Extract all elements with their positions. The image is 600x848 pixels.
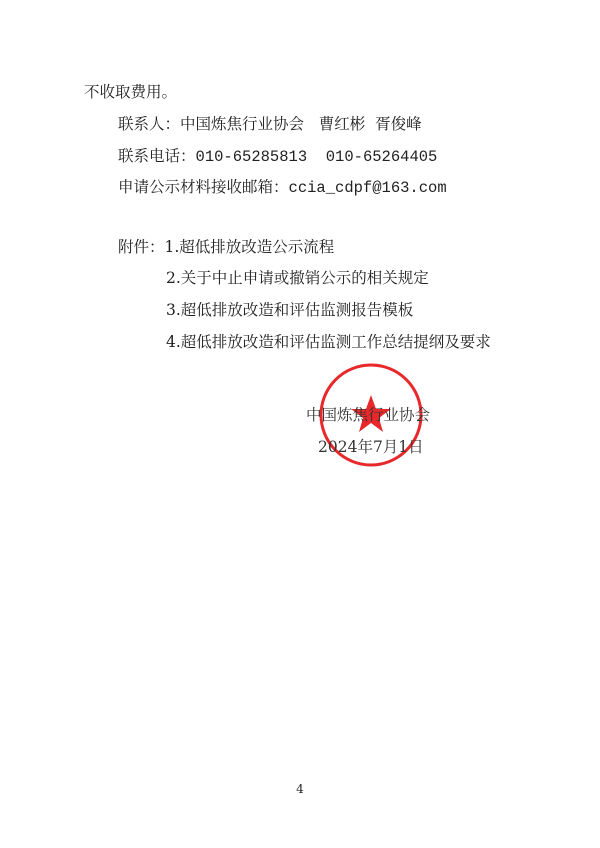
- contact-person: 联系人：中国炼焦行业协会 曹红彬 胥俊峰: [118, 115, 422, 133]
- signature-date: 2024年7月1日: [318, 438, 424, 456]
- attachment-1: [118, 237, 334, 257]
- signature-org: 中国炼焦行业协会: [306, 406, 431, 424]
- phone-numbers: 010-65285813 010-65264405: [195, 148, 438, 166]
- phone-label: 联系电话：: [118, 147, 196, 165]
- attachment-2: 2.关于中止申请或撤销公示的相关规定: [166, 269, 429, 287]
- body-text-line: 不收取费用。: [84, 83, 178, 101]
- contact-email: [118, 177, 447, 198]
- email-address[interactable]: ccia_cdpf@163.com: [288, 179, 447, 197]
- attachment-3: 3.超低排放改造和评估监测报告模板: [166, 301, 414, 319]
- page-number: 4: [296, 782, 304, 796]
- attachments-label: 附件：: [118, 238, 165, 256]
- contact-phone: [118, 146, 437, 167]
- attachment-item: 1.超低排放改造公示流程: [164, 238, 335, 256]
- attachment-4: 4.超低排放改造和评估监测工作总结提纲及要求: [166, 333, 491, 351]
- email-label: 申请公示材料接收邮箱：: [118, 178, 289, 196]
